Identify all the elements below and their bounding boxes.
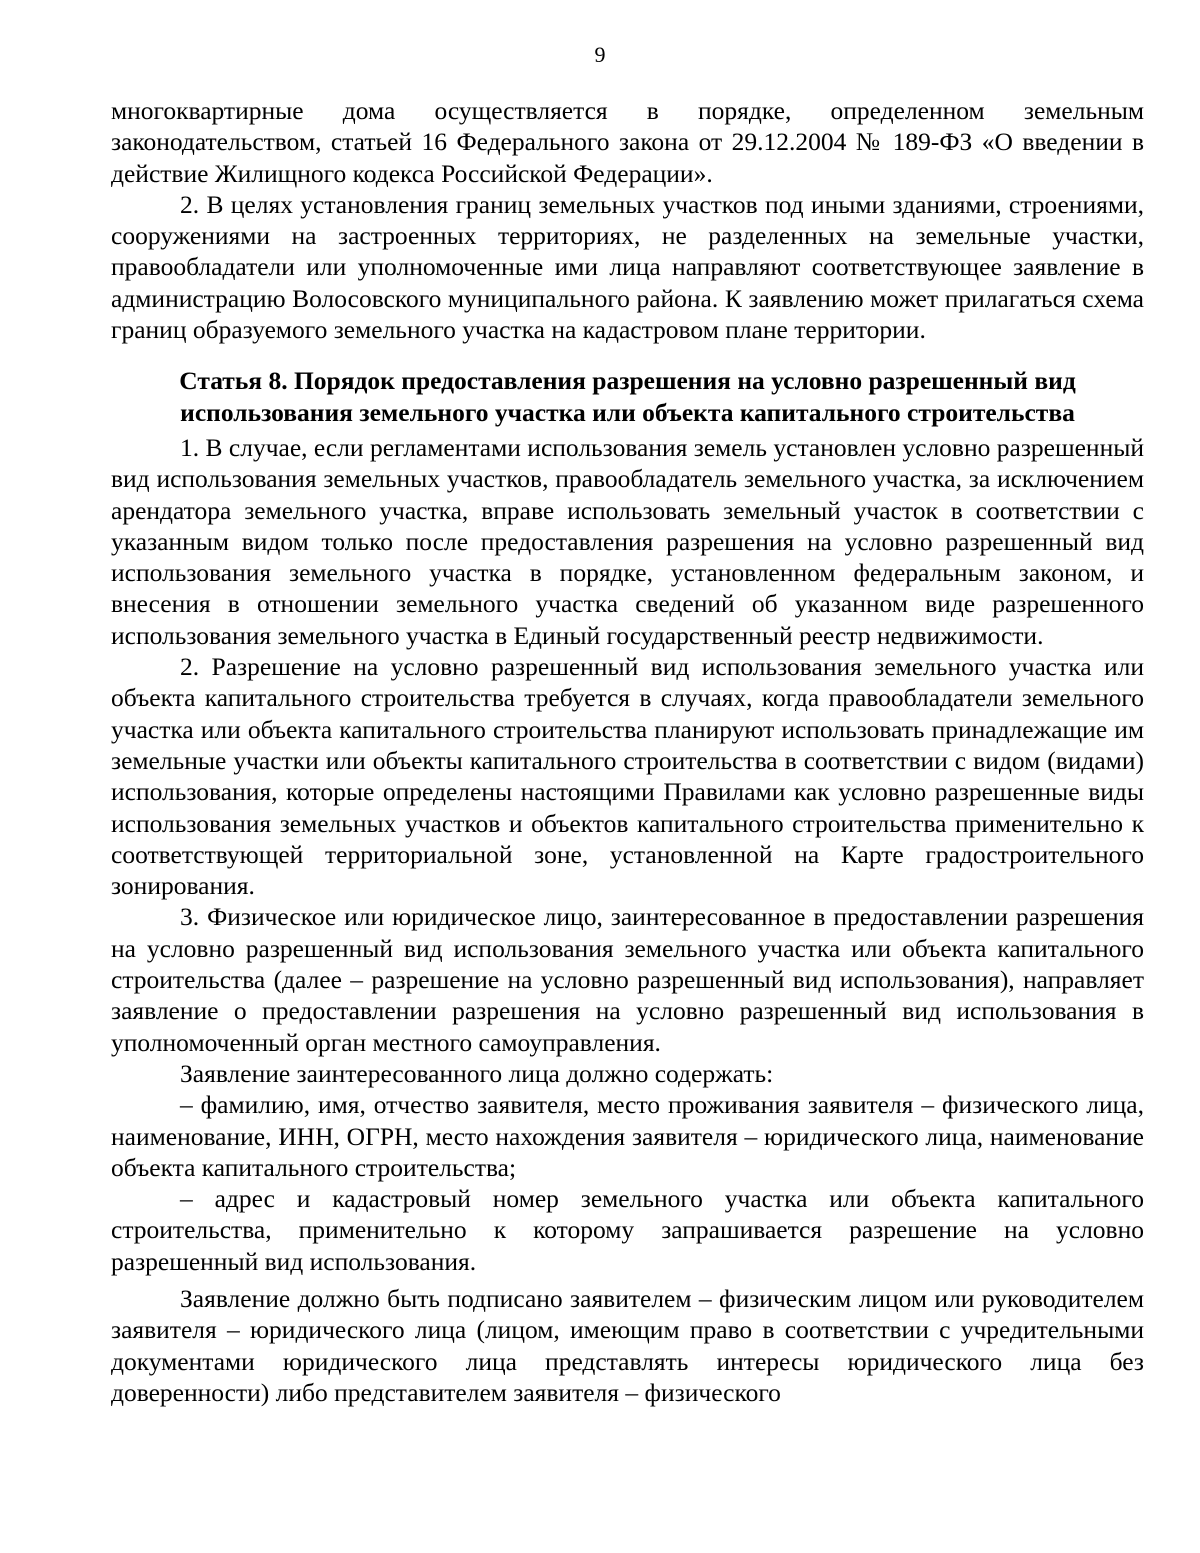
article-paragraph-2: 2. Разрешение на условно разрешенный вид использования земельного участка или объекта капитального строительства требуется в случаях, когда правообладатели земельного участка или объекта капитального строительства планируют использовать принадлежащие им земельные участки или объекты капитального строительства в соответствии с видом (видами) использования, которые определены настоящими Правилами как условно разрешенные виды использования земельных участков и объектов капитального строительства применительно к соответствующей территориальной зоне, установленной на Карте градостроительного зонирования.	[111, 652, 1144, 901]
article-paragraph-1: 1. В случае, если регламентами использования земель установлен условно разрешенный вид использования земельных участков, правообладатель земельного участка, за исключением арендатора земельного участка, вправе использовать земельный участок в соответствии с указанным видом только после предоставления разрешения на условно разрешенный вид использования земельного участка в порядке, установленном федеральным законом, и внесения в отношении земельного участка сведений об указанном виде разрешенного использования земельного участка в Единый государственный реестр недвижимости.	[111, 432, 1144, 650]
document-body	[111, 95, 1144, 1408]
application-contents-intro: Заявление заинтересованного лица должно содержать:	[180, 1058, 774, 1088]
list-item-address-cadastral: – адрес и кадастровый номер земельного участка или объекта капитального строительства, применительно к которому запрашивается разрешение на условно разрешенный вид использования.	[111, 1184, 1144, 1276]
paragraph-item-2: 2. В целях установления границ земельных участков под иными зданиями, строениями, сооружениями на застроенных территориях, не разделенных на земельные участки, правообладатели или уполномоченные ими лица направляют соответствующее заявление в администрацию Волосовского муниципального района. К заявлению может прилагаться схема границ образуемого земельного участка на кадастровом плане территории.	[111, 189, 1144, 345]
article-paragraph-3: 3. Физическое или юридическое лицо, заинтересованное в предоставлении разрешения на условно разрешенный вид использования земельного участка или объекта капитального строительства (далее – разрешение на условно разрешенный вид использования), направляет заявление о предоставлении разрешения на условно разрешенный вид использования в уполномоченный орган местного самоуправления.	[111, 902, 1144, 1057]
paragraph-continuation: многоквартирные дома осуществляется в порядке, определенном земельным законодательством, статьей 16 Федерального закона от 29.12.2004 № 189-ФЗ «О введении в действие Жилищного кодекса Российской Федерации».	[111, 96, 1144, 188]
page-number: 9	[594, 42, 606, 67]
paragraph-signature-requirement: Заявление должно быть подписано заявителем – физическим лицом или руководителем заявителя – юридического лица (лицом, имеющим право в соответствии с учредительными документами юридического лица представлять интересы юридического лица без доверенности) либо представителем заявителя – физического	[111, 1283, 1144, 1407]
list-item-applicant-details: – фамилию, имя, отчество заявителя, место проживания заявителя – физического лица, наименование, ИНН, ОГРН, место нахождения заявителя – юридического лица, наименование объекта капитального строительства;	[111, 1090, 1144, 1182]
article-heading: Статья 8. Порядок предоставления разрешения на условно разрешенный вид использования земельного участка или объекта капитального строительства	[179, 366, 1076, 427]
